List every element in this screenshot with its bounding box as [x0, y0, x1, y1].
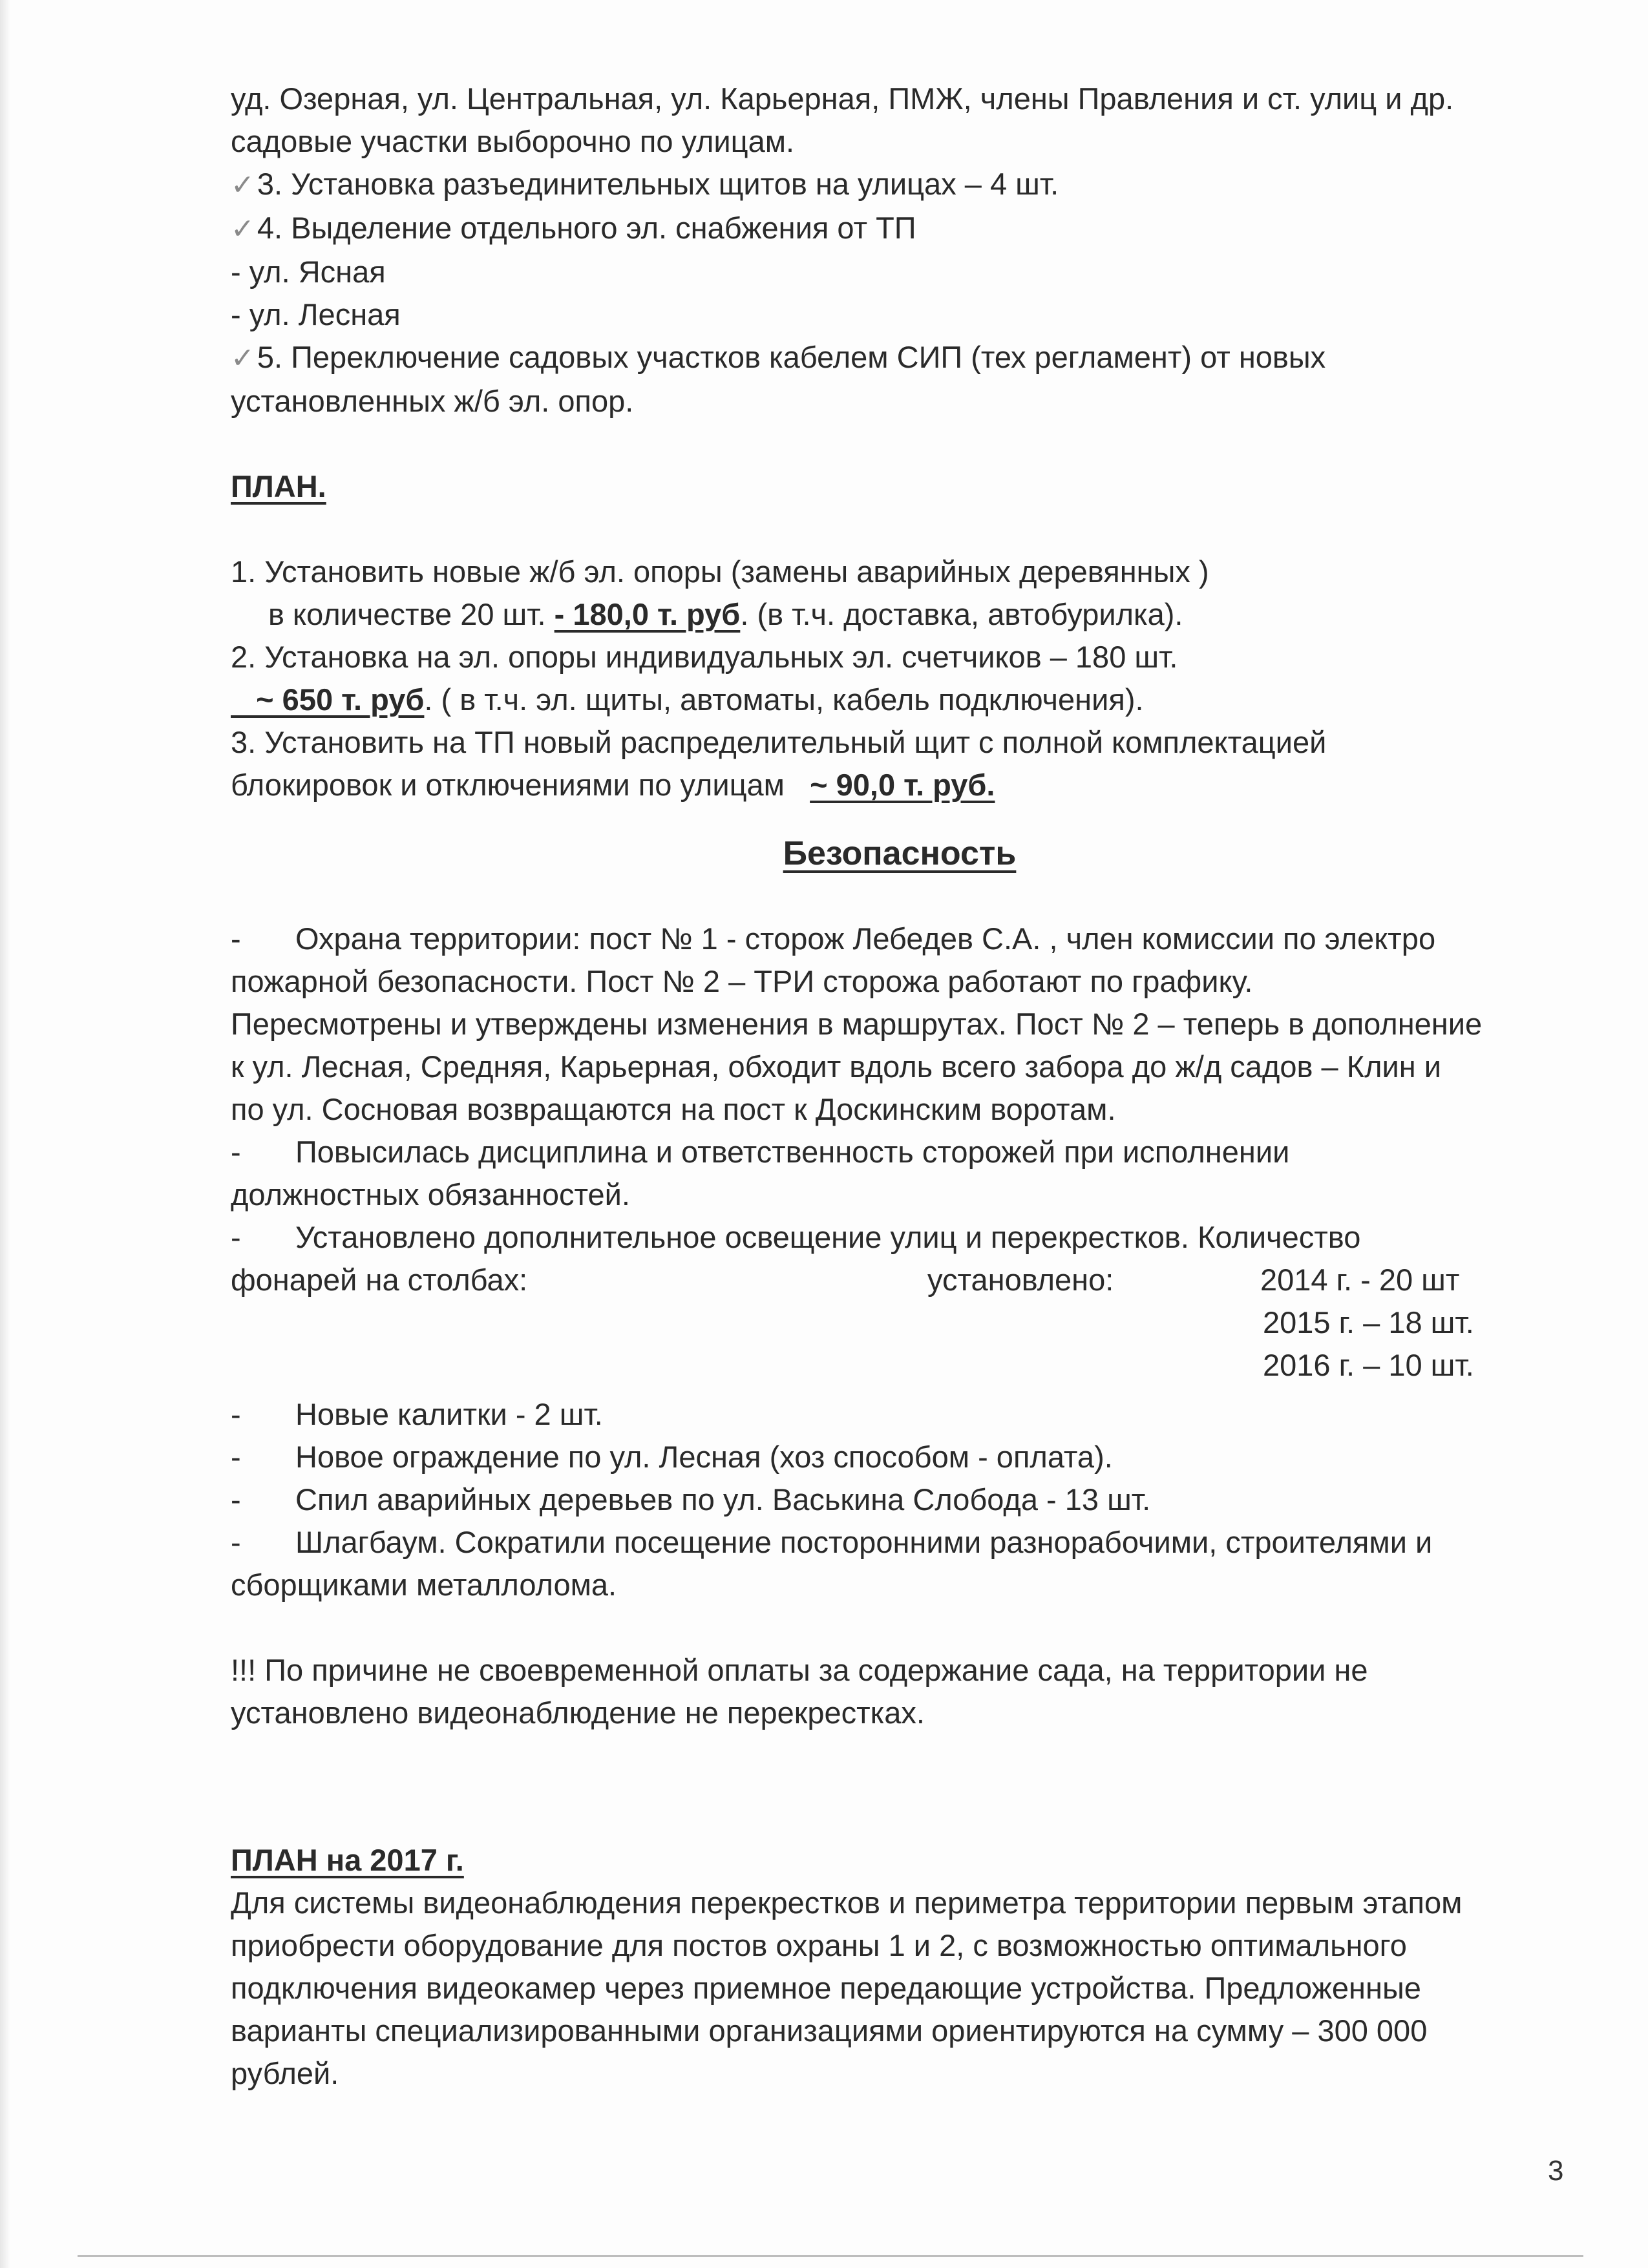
bullet-dash: -	[231, 1397, 241, 1431]
plan-item-2: 2. Установка на эл. опоры индивидуальных эл. счетчиков – 180 шт.	[231, 640, 1178, 674]
done-item-4-sub-2: - ул. Лесная	[231, 297, 401, 331]
security-item-4-text: Новые калитки - 2 шт.	[295, 1397, 603, 1431]
plan-item-2-note: . ( в т.ч. эл. щиты, автоматы, кабель подключения).	[424, 682, 1144, 717]
done-item-3	[231, 163, 1575, 207]
plan-2017-line-1: Для системы видеонаблюдения перекрестков и периметра территории первым этапом	[231, 1885, 1463, 1920]
plan-item-1-cost: - 180,0 т. руб	[554, 597, 741, 631]
security-item-5-text: Новое ограждение по ул. Лесная (хоз способом - оплата).	[295, 1440, 1113, 1474]
plan-item-3: 3. Установить на ТП новый распределительный щит с полной комплектацией	[231, 725, 1327, 759]
security-item-1-line-5: по ул. Сосновая возвращаются на пост к Доскинским воротам.	[231, 1092, 1116, 1126]
bullet-dash: -	[231, 1440, 241, 1474]
security-item-1-line-3: Пересмотрены и утверждены изменения в маршрутах. Пост № 2 – теперь в дополнение	[231, 1007, 1483, 1041]
check-mark-icon: ✓	[231, 342, 255, 374]
warning-line-2: установлено видеонаблюдение не перекрестках.	[231, 1696, 925, 1730]
intro-line-2: садовые участки выборочно по улицам.	[231, 124, 795, 158]
plan-item-3-cost: ~ 90,0 т. руб.	[810, 768, 995, 802]
plan-2017-heading: ПЛАН на 2017 г.	[231, 1843, 464, 1877]
plan-item-3-line-2	[231, 764, 1575, 806]
bullet-dash: -	[231, 1525, 241, 1559]
plan-item-2-line-2	[231, 678, 1575, 721]
plan-item-2-cost: ~ 650 т. руб	[231, 682, 425, 717]
check-mark-icon: ✓	[231, 169, 255, 201]
lamps-2016: 2016 г. – 10 шт.	[1263, 1348, 1474, 1382]
security-item-4	[231, 1393, 1575, 1436]
plan-2017-line-3: подключения видеокамер через приемное передающие устройства. Предложенные	[231, 1971, 1421, 2005]
plan-item-1: 1. Установить новые ж/б эл. опоры (замены аварийных деревянных )	[231, 554, 1209, 589]
security-item-6-text: Спил аварийных деревьев по ул. Васькина Слобода - 13 шт.	[295, 1482, 1151, 1517]
bullet-dash: -	[231, 1482, 241, 1517]
check-mark-icon: ✓	[231, 213, 255, 245]
lamps-row-1	[231, 1259, 1575, 1301]
done-item-5-line-2: установленных ж/б эл. опор.	[231, 384, 634, 418]
page-number: 3	[1548, 2155, 1564, 2187]
security-item-1-line-4: к ул. Лесная, Средняя, Карьерная, обходит вдоль всего забора до ж/д садов – Клин и	[231, 1049, 1442, 1084]
bullet-dash: -	[231, 1135, 241, 1169]
intro-line-1: уд. Озерная, ул. Центральная, ул. Карьерная, ПМЖ, члены Правления и ст. улиц и др.	[231, 81, 1454, 116]
security-item-5	[231, 1436, 1575, 1478]
done-item-4-sub-1: - ул. Ясная	[231, 255, 386, 289]
done-item-5	[231, 336, 1575, 380]
lamps-label: фонарей на столбах:	[231, 1263, 528, 1297]
security-item-7	[231, 1521, 1575, 1564]
security-heading: Безопасность	[783, 835, 1017, 872]
security-item-2-line-2: должностных обязанностей.	[231, 1177, 630, 1212]
security-item-7-text: Шлагбаум. Сократили посещение посторонними разнорабочими, строителями и	[295, 1525, 1433, 1559]
security-item-2	[231, 1131, 1575, 1173]
plan-item-1-note: . (в т.ч. доставка, автобурилка).	[740, 597, 1183, 631]
security-item-7-line-2: сборщиками металлолома.	[231, 1568, 617, 1602]
lamps-row-3	[231, 1344, 1575, 1387]
security-item-2-text: Повысилась дисциплина и ответственность сторожей при исполнении	[295, 1135, 1290, 1169]
done-item-3-text: 3. Установка разъединительных щитов на улицах – 4 шт.	[257, 167, 1059, 201]
plan-heading: ПЛАН.	[231, 469, 326, 503]
security-item-6	[231, 1478, 1575, 1521]
plan-item-3-text: блокировок и отключениями по улицам	[231, 768, 810, 802]
lamps-2015: 2015 г. – 18 шт.	[1263, 1305, 1474, 1339]
security-item-1-line-2: пожарной безопасности. Пост № 2 – ТРИ сторожа работают по графику.	[231, 964, 1253, 998]
security-item-3-text: Установлено дополнительное освещение улиц и перекрестков. Количество	[295, 1220, 1361, 1254]
page-content	[231, 78, 1575, 2095]
scan-bottom-edge	[78, 2255, 1583, 2257]
bullet-dash: -	[231, 921, 241, 956]
security-item-1-text: Охрана территории: пост № 1 - сторож Лебедев С.А. , член комиссии по электро	[295, 921, 1436, 956]
scan-edge-shadow	[0, 0, 10, 2268]
done-item-4-text: 4. Выделение отдельного эл. снабжения от ТП	[257, 211, 916, 245]
lamps-2014: 2014 г. - 20 шт	[1260, 1263, 1460, 1297]
lamps-row-2	[231, 1301, 1575, 1344]
plan-item-1-qty: в количестве 20 шт.	[268, 597, 555, 631]
plan-2017-line-5: рублей.	[231, 2056, 339, 2090]
plan-2017-line-2: приобрести оборудование для постов охраны 1 и 2, с возможностью оптимального	[231, 1928, 1407, 1962]
security-item-3	[231, 1216, 1575, 1259]
warning-line-1: !!! По причине не своевременной оплаты за содержание сада, на территории не	[231, 1653, 1368, 1687]
done-item-4	[231, 207, 1575, 251]
plan-2017-line-4: варианты специализированными организациями ориентируются на сумму – 300 000	[231, 2013, 1428, 2048]
plan-item-1-line-2	[231, 593, 1575, 636]
security-item-1	[231, 918, 1575, 960]
bullet-dash: -	[231, 1220, 241, 1254]
lamps-installed-label: установлено:	[927, 1263, 1114, 1297]
done-item-5-text: 5. Переключение садовых участков кабелем СИП (тех регламент) от новых	[257, 340, 1326, 374]
